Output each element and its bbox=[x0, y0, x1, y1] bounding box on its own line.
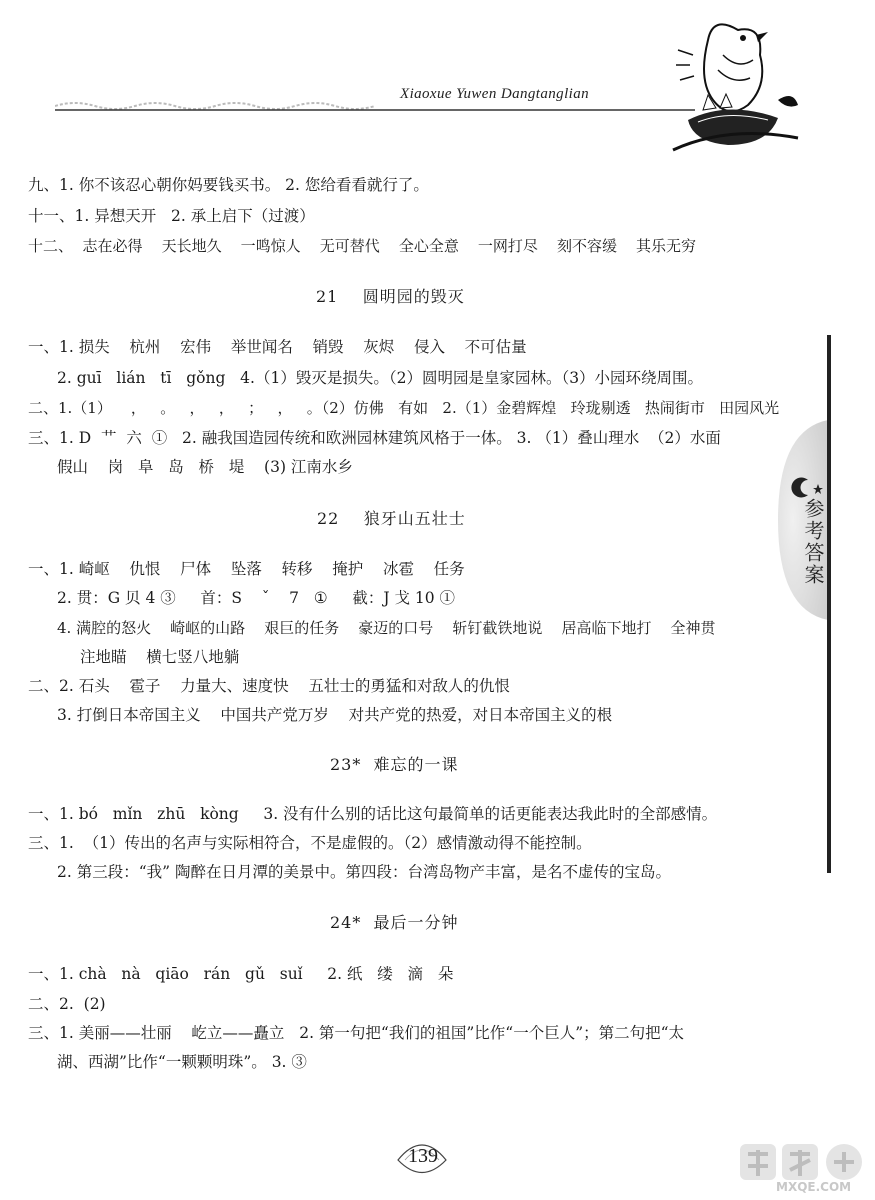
answer-line: 注地瞄 横七竖八地躺 bbox=[80, 648, 240, 666]
answer-line: 3. 打倒日本帝国主义 中国共产党万岁 对共产党的热爱，对日本帝国主义的根 bbox=[57, 706, 613, 724]
answer-line: 4. 满腔的怒火 崎岖的山路 艰巨的任务 豪迈的口号 斩钉截铁地说 居高临下地打 全神贯 bbox=[57, 619, 716, 637]
bird-nest-illustration-icon bbox=[668, 10, 803, 160]
section-heading: 24* 最后一分钟 bbox=[330, 913, 459, 932]
answer-line: 一、1. bó mǐn zhū kòng 3. 没有什么别的话比这句最简单的话更能表达我此时的全部感情。 bbox=[28, 805, 718, 823]
section-heading: 23* 难忘的一课 bbox=[330, 755, 459, 774]
watermark-url: MXQE.COM bbox=[776, 1180, 852, 1194]
page-number: 139 bbox=[408, 1145, 438, 1167]
answer-line: 二、2. 石头 雹子 力量大、速度快 五壮士的勇猛和对敌人的仇恨 bbox=[28, 677, 510, 695]
section-heading: 21 圆明园的毁灭 bbox=[316, 287, 465, 306]
answer-line: 2. 第三段：“我” 陶醉在日月潭的美景中。第四段：台湾岛物产丰富，是名不虚传的宝岛。 bbox=[57, 863, 671, 881]
header-decorative-rule bbox=[55, 100, 695, 112]
answer-line: 十一、1. 异想天开 2. 承上启下（过渡） bbox=[28, 207, 315, 225]
answer-line: 2. 贯：G 贝 4 ③ 首：S ˇ 7 ① 截：J 戈 10 ① bbox=[57, 589, 456, 607]
sidebar-label: 参考答案 bbox=[801, 498, 825, 586]
answer-line: 一、1. 损失 杭州 宏伟 举世闻名 销毁 灰烬 侵入 不可估量 bbox=[28, 338, 527, 356]
answer-line: 三、1. 美丽——壮丽 屹立——矗立 2. 第一句把“我们的祖国”比作“一个巨人”；第二句把“太 bbox=[28, 1024, 685, 1042]
answer-line: 二、1.（1） ， 。 ， ， ； ， 。（2）仿佛 有如 2.（1）金碧辉煌 玲珑剔透 热闹街市 田园风光 bbox=[28, 399, 780, 417]
answer-line: 三、1. D 艹 六 ① 2. 融我国造园传统和欧洲园林建筑风格于一体。 3. （1）叠山理水 （2）水面 bbox=[28, 429, 721, 447]
answer-line: 九、1. 你不该忍心朝你妈要钱买书。 2. 您给看看就行了。 bbox=[28, 176, 429, 194]
header-title: Xiaoxue Yuwen Dangtanglian bbox=[400, 86, 590, 102]
answer-line: 湖、西湖”比作“一颗颗明珠”。 3. ③ bbox=[57, 1053, 307, 1071]
answer-line: 一、1. chà nà qiāo rán gǔ suǐ 2. 纸 缕 滴 朵 bbox=[28, 965, 454, 983]
answer-line: 一、1. 崎岖 仇恨 尸体 坠落 转移 掩护 冰雹 任务 bbox=[28, 560, 465, 578]
answer-line: 二、2. (2) bbox=[28, 995, 106, 1013]
section-heading: 22 狼牙山五壮士 bbox=[317, 509, 466, 528]
sidebar-vertical-bar bbox=[827, 335, 831, 873]
answer-line: 2. guī lián tī gǒng 4.（1）毁灭是损失。（2）圆明园是皇家园林。（3）小园环绕周围。 bbox=[57, 369, 704, 387]
answer-line: 十二、 志在必得 天长地久 一鸣惊人 无可替代 全心全意 一网打尽 刻不容缓 其乐无穷 bbox=[28, 237, 697, 255]
answer-line: 假山 岗 阜 岛 桥 堤 (3) 江南水乡 bbox=[57, 458, 353, 476]
answer-line: 三、1. （1）传出的名声与实际相符合，不是虚假的。（2）感情激动得不能控制。 bbox=[28, 834, 592, 852]
